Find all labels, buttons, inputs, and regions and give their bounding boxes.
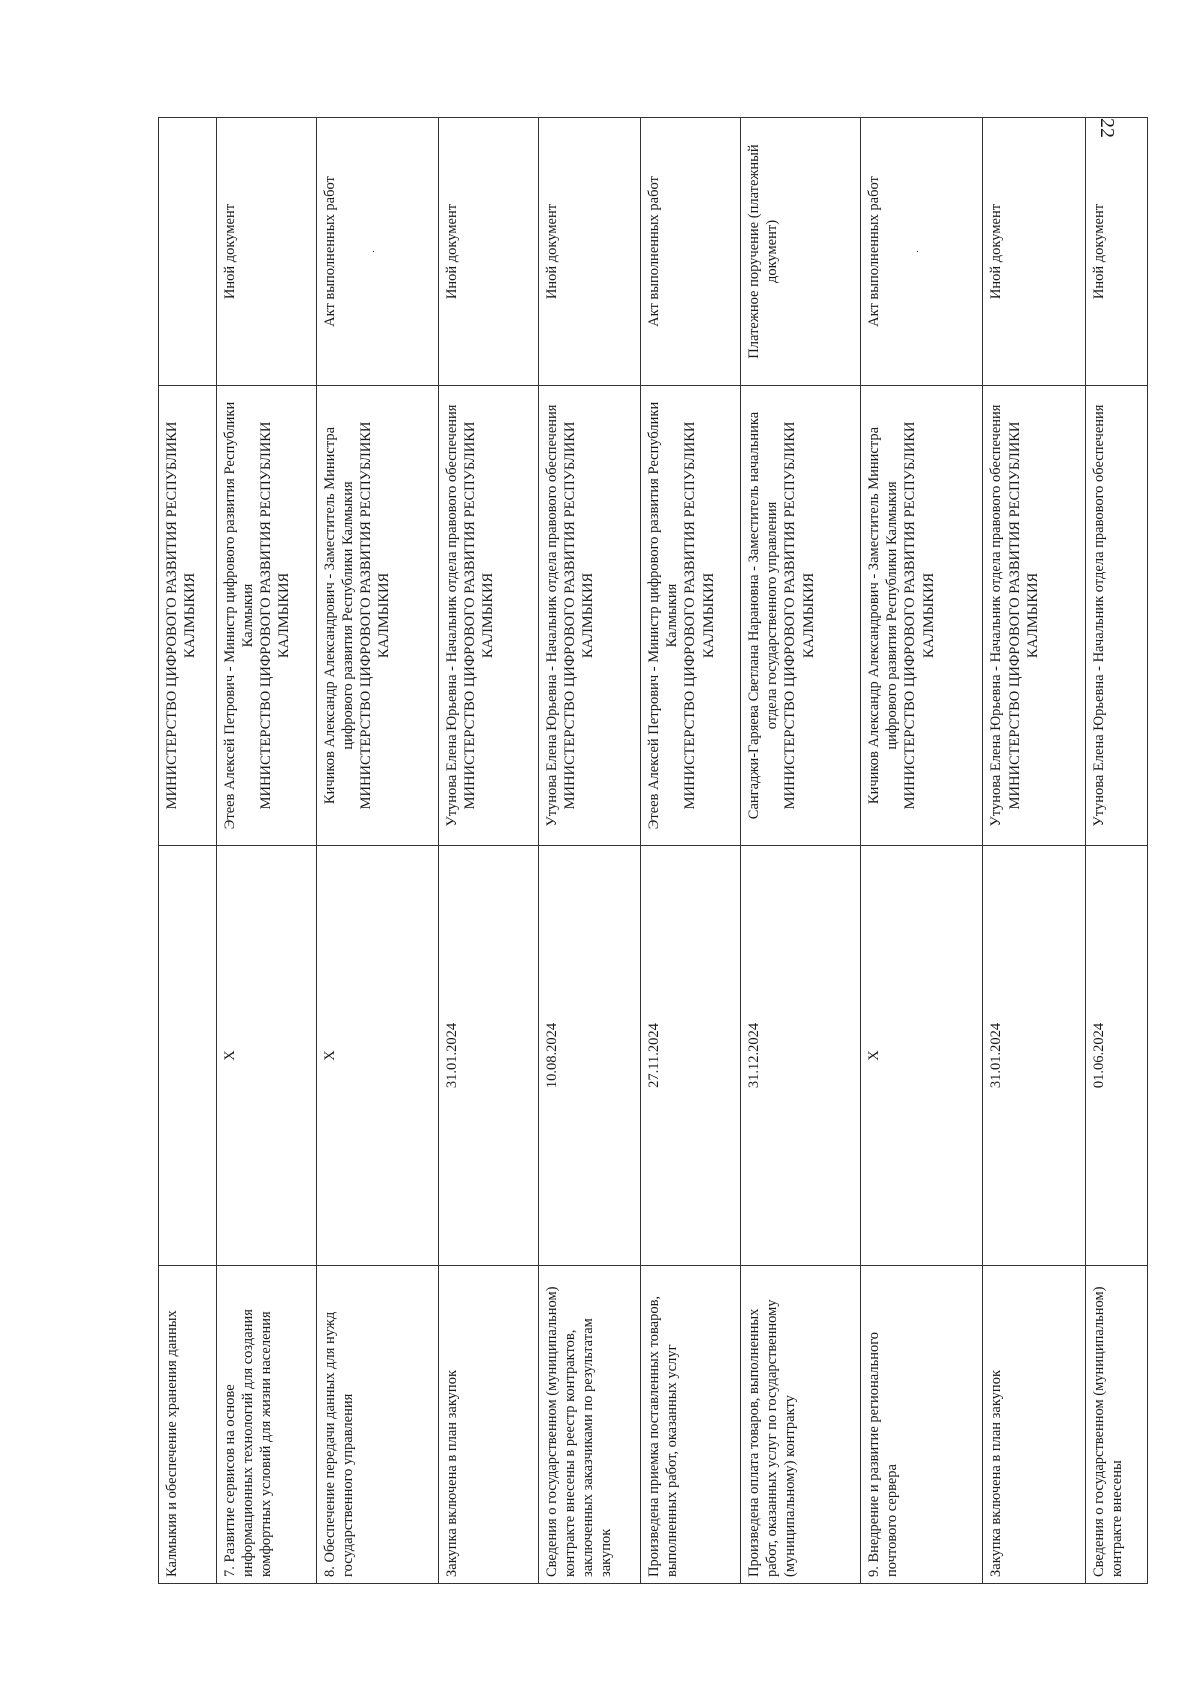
date-cell: 31.12.2024 bbox=[741, 846, 861, 1266]
table-row bbox=[983, 118, 1085, 1584]
responsible-cell bbox=[1085, 386, 1147, 846]
responsible-line: Утунова Елена Юрьевна - Начальник отдела правового обеспечения bbox=[988, 404, 1005, 827]
responsible-line: Сангаджи-Гаряева Светлана Нарановна - Заместитель начальника отдела государственного управления bbox=[746, 411, 781, 820]
milestone-cell: Сведения о государственном (муниципальном) контракте внесены bbox=[1085, 1266, 1147, 1584]
responsible-cell bbox=[539, 386, 641, 846]
responsible-cell bbox=[641, 386, 741, 846]
date-cell bbox=[159, 846, 217, 1266]
date-cell: 01.06.2024 bbox=[1085, 846, 1147, 1266]
responsible-line: Утунова Елена Юрьевна - Начальник отдела правового обеспечения bbox=[444, 404, 461, 827]
document-cell: Иной документ bbox=[216, 118, 316, 386]
responsible-cell bbox=[316, 386, 438, 846]
document-cell: Иной документ bbox=[539, 118, 641, 386]
date-cell: 31.01.2024 bbox=[983, 846, 1085, 1266]
table-row bbox=[159, 118, 217, 1584]
date-cell: 31.01.2024 bbox=[439, 846, 539, 1266]
responsible-line: МИНИСТЕРСТВО ЦИФРОВОГО РАЗВИТИЯ РЕСПУБЛИКИ КАЛМЫКИЯ bbox=[258, 421, 293, 810]
date-cell: X bbox=[216, 846, 316, 1266]
table-row bbox=[1085, 118, 1147, 1584]
document-cell: Иной документ bbox=[983, 118, 1085, 386]
milestone-cell: Сведения о государственном (муниципальном) контракте внесены в реестр контрактов, заключенных заказчиками по результатам закупок bbox=[539, 1266, 641, 1584]
document-label: Акт выполненных работ bbox=[321, 176, 338, 327]
document-cell bbox=[316, 118, 438, 386]
table-body bbox=[159, 118, 1148, 1584]
milestone-cell: Калмыкия и обеспечение хранения данных bbox=[159, 1266, 217, 1584]
document-cell: Иной документ bbox=[1085, 118, 1147, 386]
responsible-cell bbox=[741, 386, 861, 846]
document-cell: Акт выполненных работ bbox=[641, 118, 741, 386]
responsible-line: МИНИСТЕРСТВО ЦИФРОВОГО РАЗВИТИЯ РЕСПУБЛИКИ КАЛМЫКИЯ bbox=[562, 421, 597, 810]
date-cell: 27.11.2024 bbox=[641, 846, 741, 1266]
milestone-cell: Закупка включена в план закупок bbox=[983, 1266, 1085, 1584]
responsible-line: МИНИСТЕРСТВО ЦИФРОВОГО РАЗВИТИЯ РЕСПУБЛИКИ КАЛМЫКИЯ bbox=[782, 421, 817, 810]
document-cell bbox=[159, 118, 217, 386]
document-cell: Иной документ bbox=[439, 118, 539, 386]
milestone-cell: Закупка включена в план закупок bbox=[439, 1266, 539, 1584]
responsible-line: Утунова Елена Юрьевна - Начальник отдела правового обеспечения bbox=[544, 404, 561, 827]
responsible-cell bbox=[159, 386, 217, 846]
responsible-line: МИНИСТЕРСТВО ЦИФРОВОГО РАЗВИТИЯ РЕСПУБЛИКИ КАЛМЫКИЯ bbox=[1006, 421, 1041, 810]
milestone-cell: 7. Развитие сервисов на основе информационных технологий для создания комфортных условий для жизни населения bbox=[216, 1266, 316, 1584]
plan-table bbox=[158, 117, 1148, 1584]
stray-mark: · bbox=[368, 249, 380, 254]
milestone-cell: Произведена приемка поставленных товаров, выполненных работ, оказанных услуг bbox=[641, 1266, 741, 1584]
milestone-cell: 9. Внедрение и развитие регионального почтового сервера bbox=[861, 1266, 983, 1584]
document-label: Акт выполненных работ bbox=[866, 176, 883, 327]
milestone-cell: Произведена оплата товаров, выполненных работ, оказанных услуг по государственному (муниципальному) контракту bbox=[741, 1266, 861, 1584]
responsible-cell bbox=[861, 386, 983, 846]
date-cell: X bbox=[316, 846, 438, 1266]
table-row bbox=[439, 118, 539, 1584]
responsible-line: Этеев Алексей Петрович - Министр цифрового развития Республики Калмыкия bbox=[221, 401, 256, 830]
table-row bbox=[741, 118, 861, 1584]
date-cell: X bbox=[861, 846, 983, 1266]
table-row bbox=[641, 118, 741, 1584]
responsible-line: МИНИСТЕРСТВО ЦИФРОВОГО РАЗВИТИЯ РЕСПУБЛИКИ КАЛМЫКИЯ bbox=[902, 421, 937, 810]
responsible-line: Утунова Елена Юрьевна - Начальник отдела правового обеспечения bbox=[1090, 404, 1107, 827]
table-row bbox=[861, 118, 983, 1584]
document-cell: Платежное поручение (платежный документ) bbox=[741, 118, 861, 386]
table-row bbox=[216, 118, 316, 1584]
responsible-line: МИНИСТЕРСТВО ЦИФРОВОГО РАЗВИТИЯ РЕСПУБЛИКИ КАЛМЫКИЯ bbox=[682, 421, 717, 810]
stray-mark: · bbox=[913, 249, 925, 254]
responsible-line: МИНИСТЕРСТВО ЦИФРОВОГО РАЗВИТИЯ РЕСПУБЛИКИ КАЛМЫКИЯ bbox=[164, 421, 199, 810]
milestone-cell: 8. Обеспечение передачи данных для нужд государственного управления bbox=[316, 1266, 438, 1584]
responsible-cell bbox=[216, 386, 316, 846]
date-cell: 10.08.2024 bbox=[539, 846, 641, 1266]
responsible-line: Кичиков Александр Александрович - Заместитель Министра цифрового развития Республики Калмыкия bbox=[321, 426, 356, 805]
responsible-line: МИНИСТЕРСТВО ЦИФРОВОГО РАЗВИТИЯ РЕСПУБЛИКИ КАЛМЫКИЯ bbox=[358, 421, 393, 810]
table-row bbox=[316, 118, 438, 1584]
document-cell bbox=[861, 118, 983, 386]
rotated-table-container bbox=[158, 118, 1148, 1584]
responsible-line: МИНИСТЕРСТВО ЦИФРОВОГО РАЗВИТИЯ РЕСПУБЛИКИ КАЛМЫКИЯ bbox=[462, 421, 497, 810]
responsible-cell bbox=[983, 386, 1085, 846]
page-number: 22 bbox=[1096, 118, 1118, 138]
responsible-line: Этеев Алексей Петрович - Министр цифрового развития Республики Калмыкия bbox=[646, 401, 681, 830]
responsible-cell bbox=[439, 386, 539, 846]
table-row bbox=[539, 118, 641, 1584]
responsible-line: Кичиков Александр Александрович - Заместитель Министра цифрового развития Республики Калмыкия bbox=[866, 426, 901, 805]
